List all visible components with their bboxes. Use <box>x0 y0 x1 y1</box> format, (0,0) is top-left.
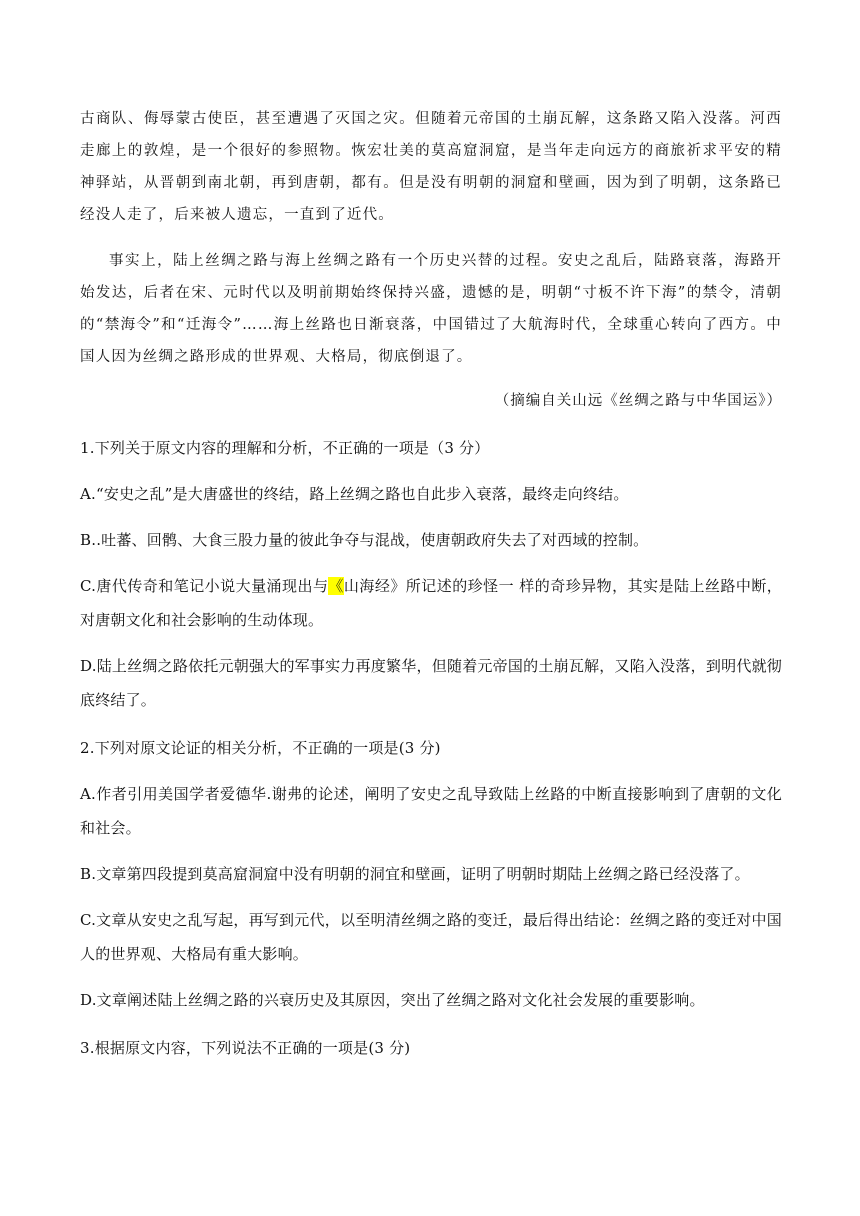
question-1-option-b: B..吐蕃、回鹘、大食三股力量的彼此争夺与混战，使唐朝政府失去了对西域的控制。 <box>80 531 649 549</box>
highlighted-text: 《 <box>328 577 344 595</box>
question-3 <box>80 1031 782 1065</box>
question-2-option-a: A.作者引用美国学者爱德华.谢弗的论述，阐明了安史之乱导致陆上丝路的中断直接影响到了唐朝的文化和社会。 <box>80 785 782 837</box>
question-1-option-c-text-end: 山海经》所记述的珍怪一 样的奇珍异物，其实是陆上丝路中断，对唐朝文化和社会影响的生动体现。 <box>80 577 783 629</box>
question-1-stem: 1.下列关于原文内容的理解和分析，不正确的一项是（3 分） <box>80 439 490 457</box>
question-1-option-a: A.“安史之乱”是大唐盛世的终结，路上丝绸之路也自此步入衰落，最终走向终结。 <box>80 485 629 503</box>
question-2-stem: 2.下列对原文论证的相关分析，不正确的一项是(3 分) <box>80 739 441 757</box>
passage-source-citation: （摘编自关山远《丝绸之路与中华国运》） <box>494 393 782 409</box>
question-2-option-c: C.文章从安史之乱写起，再写到元代，以至明清丝绸之路的变迁，最后得出结论：丝绸之路的变迁对中国人的世界观、大格局有重大影响。 <box>80 911 782 963</box>
question-2 <box>80 731 782 1017</box>
document-page <box>80 103 782 1065</box>
passage-paragraph-1: 古商队、侮辱蒙古使臣，甚至遭遇了灭国之灾。但随着元帝国的土崩瓦解，这条路又陷入没落。河西走廊上的敦煌，是一个很好的参照物。恢宏壮美的莫高窟洞窟，是当年走向远方的商旅祈求平安的精神驿站，从晋朝到南北朝，再到唐朝，都有。但是没有明朝的洞窟和壁画，因为到了明朝，这条路已经没人走了，后来被人遗忘，一直到了近代。 <box>80 111 782 223</box>
question-1-option-d: D.陆上丝绸之路依托元朝强大的军事实力再度繁华，但随着元帝国的土崩瓦解，又陷入没落，到明代就彻底终结了。 <box>80 657 782 709</box>
question-1-option-c <box>80 569 782 637</box>
question-2-option-d: D.文章阐述陆上丝绸之路的兴衰历史及其原因，突出了丝绸之路对文化社会发展的重要影响。 <box>80 991 705 1009</box>
question-3-stem: 3.根据原文内容，下列说法不正确的一项是(3 分) <box>80 1039 411 1057</box>
passage-paragraph-2: 事实上，陆上丝绸之路与海上丝绸之路有一个历史兴替的过程。安史之乱后，陆路衰落，海路开始发达，后者在宋、元时代以及明前期始终保持兴盛，遗憾的是，明朝“寸板不许下海”的禁令，清朝的“禁海令”和“迁海令”……海上丝路也日渐衰落，中国错过了大航海时代，全球重心转向了西方。中国人因为丝绸之路形成的世界观、大格局，彻底倒退了。 <box>80 253 782 365</box>
question-2-option-b: B.文章第四段提到莫高窟洞窟中没有明朝的洞宜和壁画，证明了明朝时期陆上丝绸之路已经没落了。 <box>80 865 750 883</box>
question-1-option-c-text-start: C.唐代传奇和笔记小说大量涌现出与 <box>80 577 329 595</box>
question-1 <box>80 431 782 717</box>
